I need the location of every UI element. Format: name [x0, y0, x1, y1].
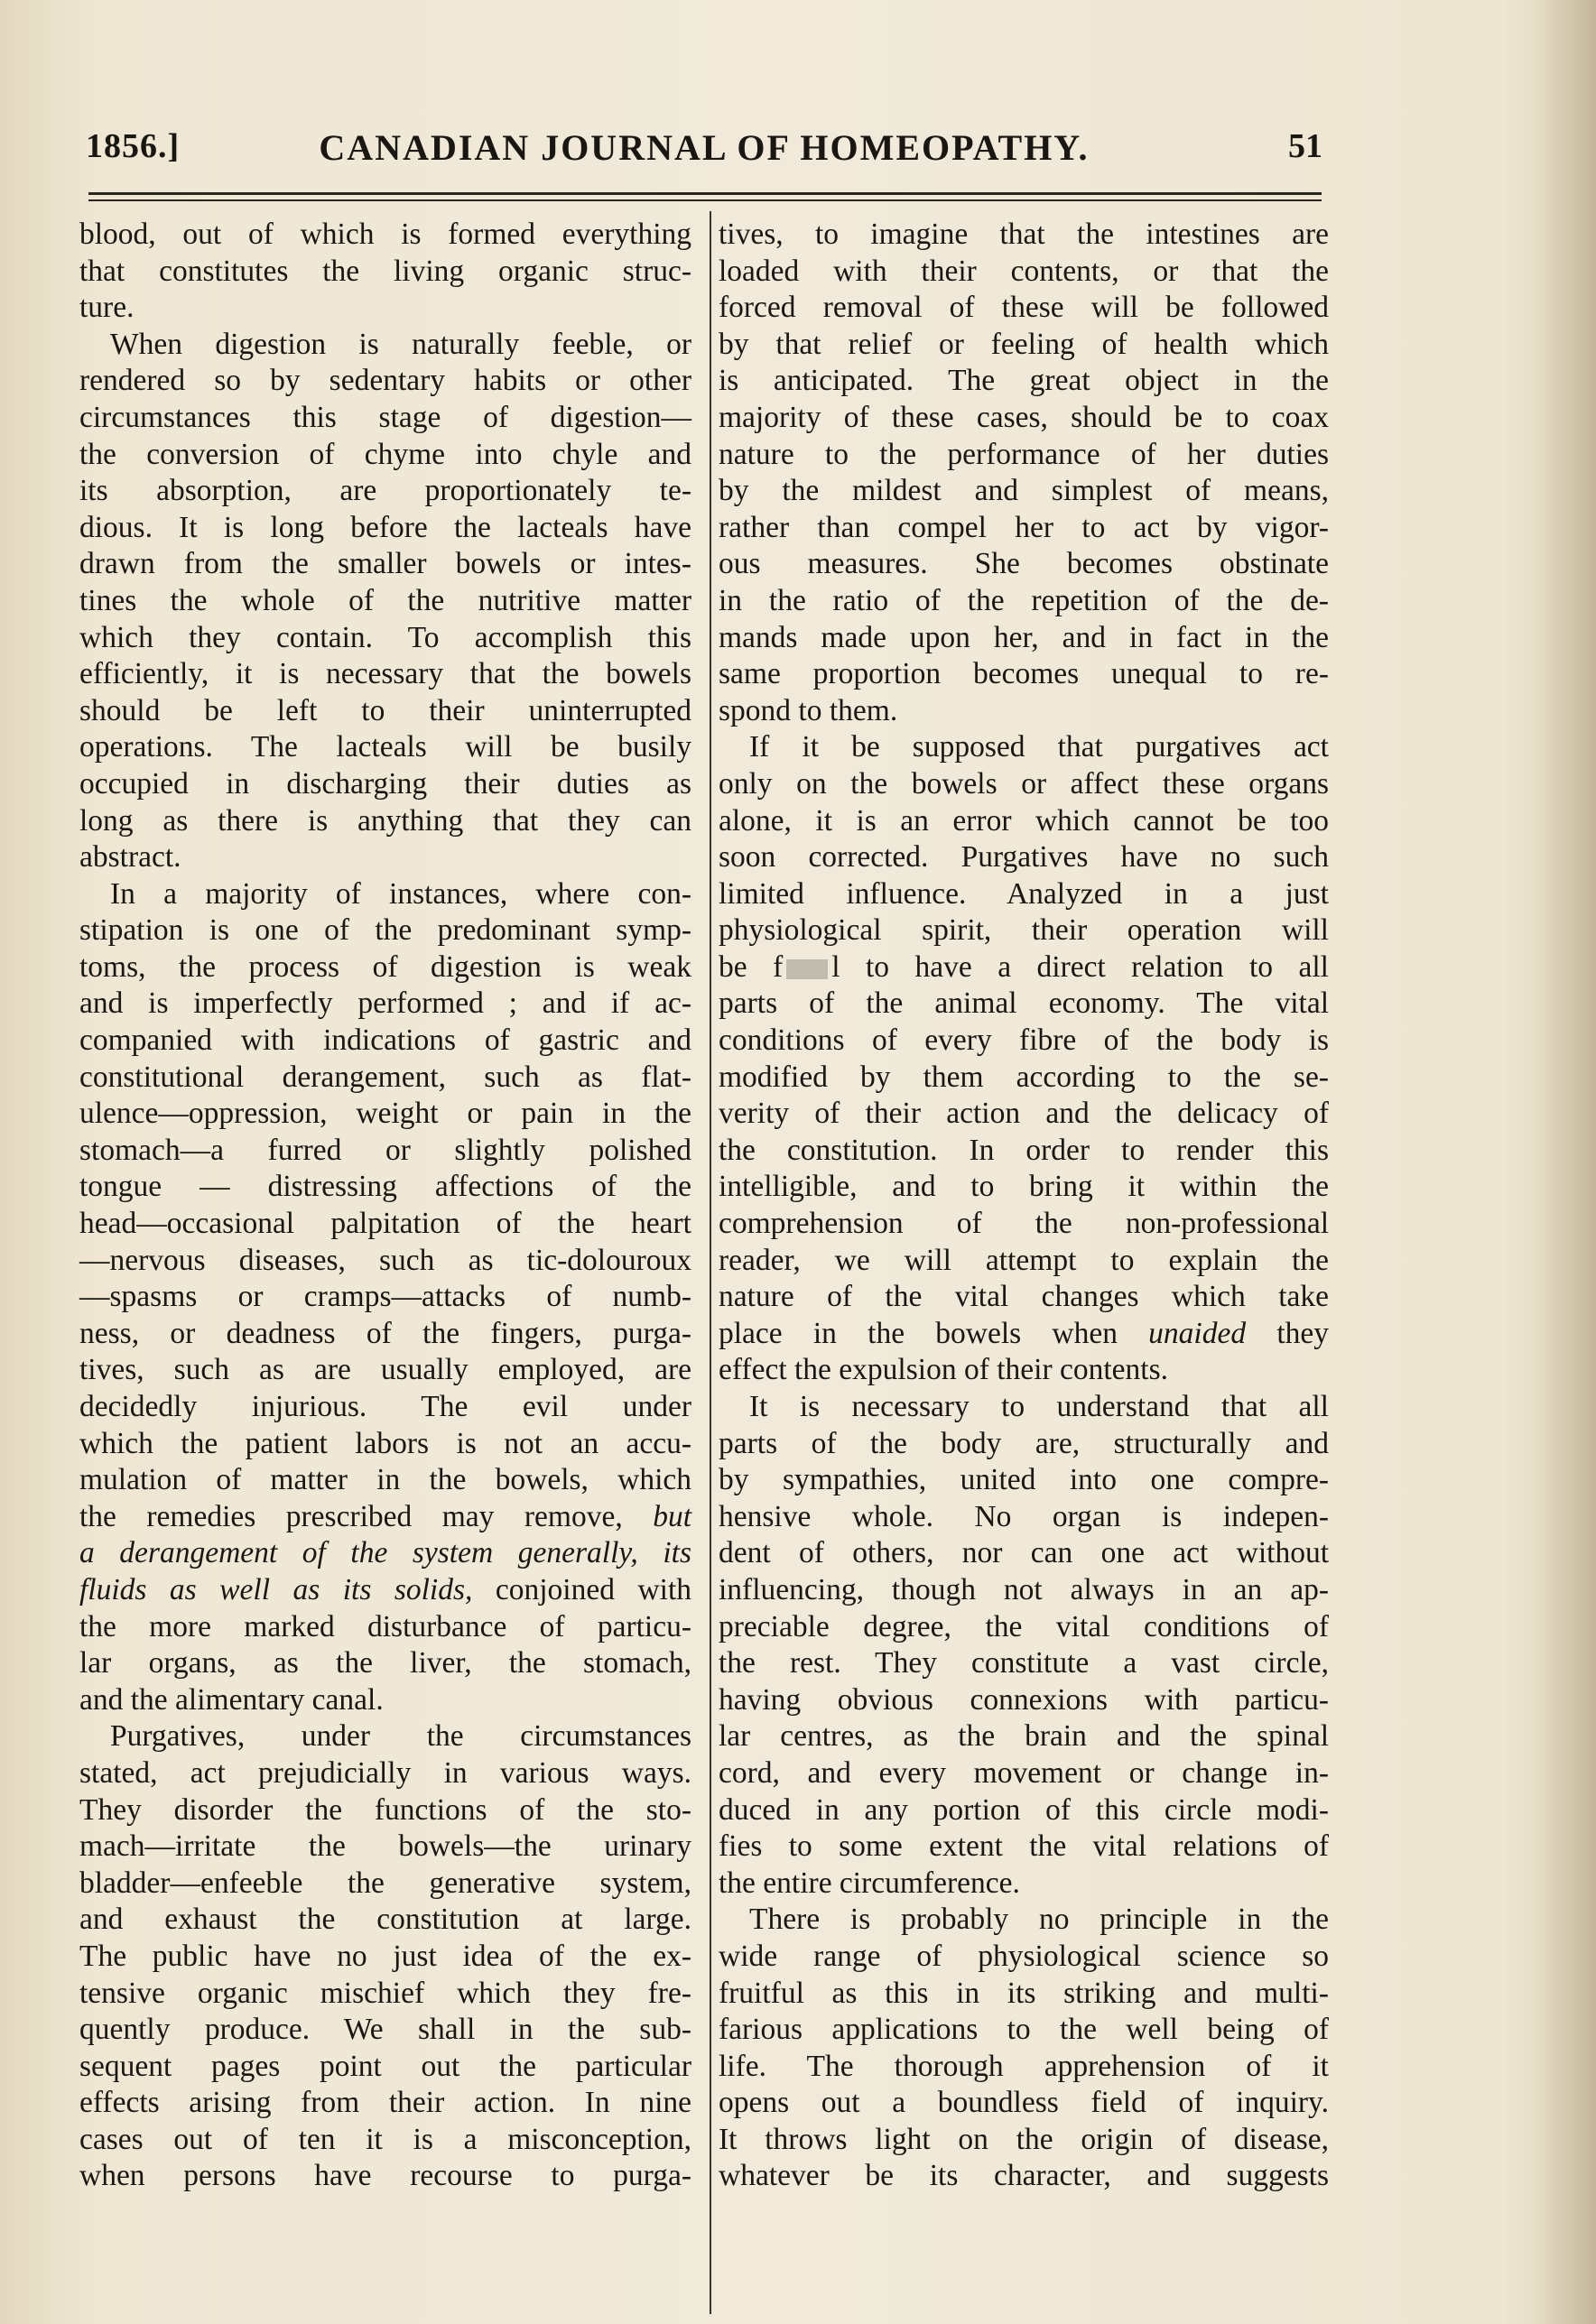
text-line: in the ratio of the repetition of the de- — [719, 583, 1329, 617]
text-line — [79, 1535, 691, 1572]
italic-run: unaided — [1148, 1316, 1247, 1350]
text-line: decidedly injurious. The evil under — [79, 1390, 691, 1423]
text-line: wide range of physiological science so — [719, 1939, 1329, 1973]
text-line: mulation of matter in the bowels, which — [79, 1463, 691, 1497]
text-line: fies to some extent the vital relations of — [719, 1829, 1329, 1864]
text-line — [79, 2195, 691, 2232]
text-line — [719, 949, 1329, 986]
text-line: parts of the body are, structurally and — [719, 1426, 1329, 1460]
text-line: preciable degree, the vital conditions of — [719, 1609, 1329, 1643]
text-run: conjoined with — [495, 1572, 691, 1606]
text-line: toms, the process of digestion is weak — [79, 949, 691, 984]
text-line: the constitution. In order to render this — [719, 1133, 1329, 1167]
text-line: tines the whole of the nutritive matter — [79, 583, 691, 617]
text-line: physiological spirit, their operation will — [719, 913, 1329, 948]
text-line: forced removal of these will be followed — [719, 291, 1329, 325]
text-line: the conversion of chyme into chyle and — [79, 437, 691, 471]
text-line: majority of these cases, should be to coax — [719, 400, 1329, 434]
text-line: dent of others, nor can one act without — [719, 1536, 1329, 1570]
text-line: should be left to their uninterrupted — [79, 693, 691, 727]
header-year: 1856.] — [86, 127, 181, 165]
text-line: and exhaust the constitution at large. — [79, 1903, 691, 1937]
text-line: sequent pages point out the particular — [79, 2049, 691, 2083]
text-line: quently produce. We shall in the sub- — [79, 2013, 691, 2047]
paragraph-start: In a majority of instances, where con- — [110, 876, 691, 911]
text-line: by that relief or feeling of health which — [719, 327, 1329, 361]
text-line: intelligible, and to bring it within the — [719, 1170, 1329, 1204]
text-line: circumstances this stage of digestion— — [79, 400, 691, 434]
text-line: tongue — distressing affections of the — [79, 1170, 691, 1204]
text-line: nature to the performance of her duties — [719, 437, 1329, 471]
text-line: that constitutes the living organic struc- — [79, 254, 691, 288]
page-edge-shadow — [1535, 0, 1596, 2324]
text-line: The public have no just idea of the ex- — [79, 1939, 691, 1973]
text-line: limited influence. Analyzed in a just — [719, 876, 1329, 911]
text-line: having obvious connexions with particu- — [719, 1682, 1329, 1717]
text-line — [79, 1572, 691, 1609]
text-line: ous measures. She becomes obstinate — [719, 547, 1329, 581]
text-line: modified by them according to the se- — [719, 1060, 1329, 1094]
ink-blot — [786, 959, 828, 979]
text-line: only on the bowels or affect these organs — [719, 766, 1329, 801]
text-line: ness, or deadness of the fingers, purga- — [79, 1316, 691, 1350]
right-column — [719, 217, 1329, 2195]
text-line: fruitful as this in its striking and multi- — [719, 1976, 1329, 2010]
text-line: tives, such as are usually employed, are — [79, 1353, 691, 1387]
text-line: bladder—enfeeble the generative system, — [79, 1866, 691, 1900]
running-header — [86, 126, 1322, 181]
text-line: the rest. They constitute a vast circle, — [719, 1646, 1329, 1681]
text-line: effect the expulsion of their contents. — [719, 1353, 1169, 1387]
text-line: and is imperfectly performed ; and if ac- — [79, 986, 691, 1021]
text-line: duced in any portion of this circle modi- — [719, 1792, 1329, 1827]
paragraph-start: There is probably no principle in the — [749, 1903, 1329, 1937]
text-line: cord, and every movement or change in- — [719, 1755, 1329, 1790]
text-line — [79, 1499, 691, 1536]
text-line: life. The thorough apprehension of it — [719, 2049, 1329, 2083]
text-line: which they contain. To accomplish this — [79, 620, 691, 654]
text-line: comprehension of the non-professional — [719, 1207, 1329, 1241]
text-line: ulence—oppression, weight or pain in the — [79, 1097, 691, 1131]
text-line: —spasms or cramps—attacks of numb- — [79, 1280, 691, 1314]
text-line: when persons have recourse to purga- — [79, 2159, 691, 2193]
text-line: alone, it is an error which cannot be too — [719, 803, 1329, 838]
paragraph-start: Purgatives, under the circumstances — [110, 1719, 691, 1754]
column-divider — [710, 211, 711, 2314]
text-line: rendered so by sedentary habits or other — [79, 364, 691, 398]
text-run: the remedies prescribed may remove, — [79, 1499, 623, 1533]
text-line: same proportion becomes unequal to re- — [719, 657, 1329, 691]
text-line: dious. It is long before the lacteals have — [79, 510, 691, 544]
text-line: blood, out of which is formed everything — [79, 218, 691, 251]
italic-run: but — [653, 1499, 691, 1533]
text-run: place in the bowels when — [719, 1316, 1118, 1350]
text-run: l to have a direct relation to all — [831, 949, 1329, 984]
text-line: its absorption, are proportionately te- — [79, 474, 691, 508]
text-line: verity of their action and the delicacy of — [719, 1097, 1329, 1131]
text-line: whatever be its character, and suggests — [719, 2159, 1329, 2193]
text-line: farious applications to the well being of — [719, 2013, 1329, 2047]
text-line: tensive organic mischief which they fre- — [79, 1976, 691, 2010]
text-line: stomach—a furred or slightly polished — [79, 1133, 691, 1167]
text-line: tives, to imagine that the intestines are — [719, 218, 1329, 251]
paragraph-start: When digestion is naturally feeble, or — [110, 327, 691, 361]
text-line: by the mildest and simplest of means, — [719, 474, 1329, 508]
paragraph-start: It is necessary to understand that all — [749, 1390, 1329, 1423]
text-line: the entire circumference. — [719, 1866, 1020, 1900]
left-column — [79, 217, 691, 2232]
text-line: nature of the vital changes which take — [719, 1280, 1329, 1314]
text-line: loaded with their contents, or that the — [719, 254, 1329, 288]
text-line: reader, we will attempt to explain the — [719, 1243, 1329, 1277]
italic-run: fluids as well as its solids, — [79, 1572, 473, 1606]
header-rule — [88, 192, 1322, 195]
text-line: the more marked disturbance of particu- — [79, 1609, 691, 1643]
text-line — [719, 1316, 1329, 1353]
text-line: companied with indications of gastric and — [79, 1023, 691, 1058]
paragraph-start: If it be supposed that purgatives act — [749, 730, 1329, 764]
text-line: lar organs, as the liver, the stomach, — [79, 1646, 691, 1681]
text-line: cases out of ten it is a misconception, — [79, 2122, 691, 2156]
text-line: constitutional derangement, such as flat- — [79, 1060, 691, 1094]
text-run: they — [1276, 1316, 1330, 1350]
text-line: influencing, though not always in an ap- — [719, 1572, 1329, 1606]
text-line: head—occasional palpitation of the heart — [79, 1207, 691, 1241]
text-line: stated, act prejudicially in various ways. — [79, 1755, 691, 1790]
text-line: They disorder the functions of the sto- — [79, 1792, 691, 1827]
text-line: is anticipated. The great object in the — [719, 364, 1329, 398]
text-line: efficiently, it is necessary that the bowels — [79, 657, 691, 691]
text-line: mach—irritate the bowels—the urinary — [79, 1829, 691, 1864]
text-line: parts of the animal economy. The vital — [719, 986, 1329, 1021]
text-line: drawn from the smaller bowels or intes- — [79, 547, 691, 581]
text-line: spond to them. — [719, 693, 898, 727]
text-line: stipation is one of the predominant symp- — [79, 913, 691, 948]
text-line: rather than compel her to act by vigor- — [719, 510, 1329, 544]
page-number: 51 — [1288, 127, 1322, 165]
text-line: which the patient labors is not an accu- — [79, 1426, 691, 1460]
text-line: soon corrected. Purgatives have no such — [719, 840, 1329, 875]
text-line: mands made upon her, and in fact in the — [719, 620, 1329, 654]
journal-title: CANADIAN JOURNAL OF HOMEOPATHY. — [319, 127, 1090, 168]
text-line: by sympathies, united into one compre- — [719, 1463, 1329, 1497]
text-line: opens out a boundless field of inquiry. — [719, 2086, 1329, 2120]
text-line: —nervous diseases, such as tic-dolouroux — [79, 1243, 691, 1277]
text-run: be f — [719, 949, 784, 984]
text-line: lar centres, as the brain and the spinal — [719, 1719, 1329, 1754]
text-line: conditions of every fibre of the body is — [719, 1023, 1329, 1058]
text-line: abstract. — [79, 840, 181, 875]
text-line: operations. The lacteals will be busily — [79, 730, 691, 764]
text-line: ture. — [79, 291, 135, 325]
text-line: and the alimentary canal. — [79, 1682, 384, 1717]
text-line: It throws light on the origin of disease, — [719, 2122, 1329, 2156]
italic-run: a derangement of the system generally, its — [79, 1536, 691, 1570]
header-rule-thin — [88, 199, 1322, 201]
text-line: hensive whole. No organ is indepen- — [719, 1499, 1329, 1533]
text-line: occupied in discharging their duties as — [79, 766, 691, 801]
text-line: long as there is anything that they can — [79, 803, 691, 838]
text-line: effects arising from their action. In nine — [79, 2086, 691, 2120]
